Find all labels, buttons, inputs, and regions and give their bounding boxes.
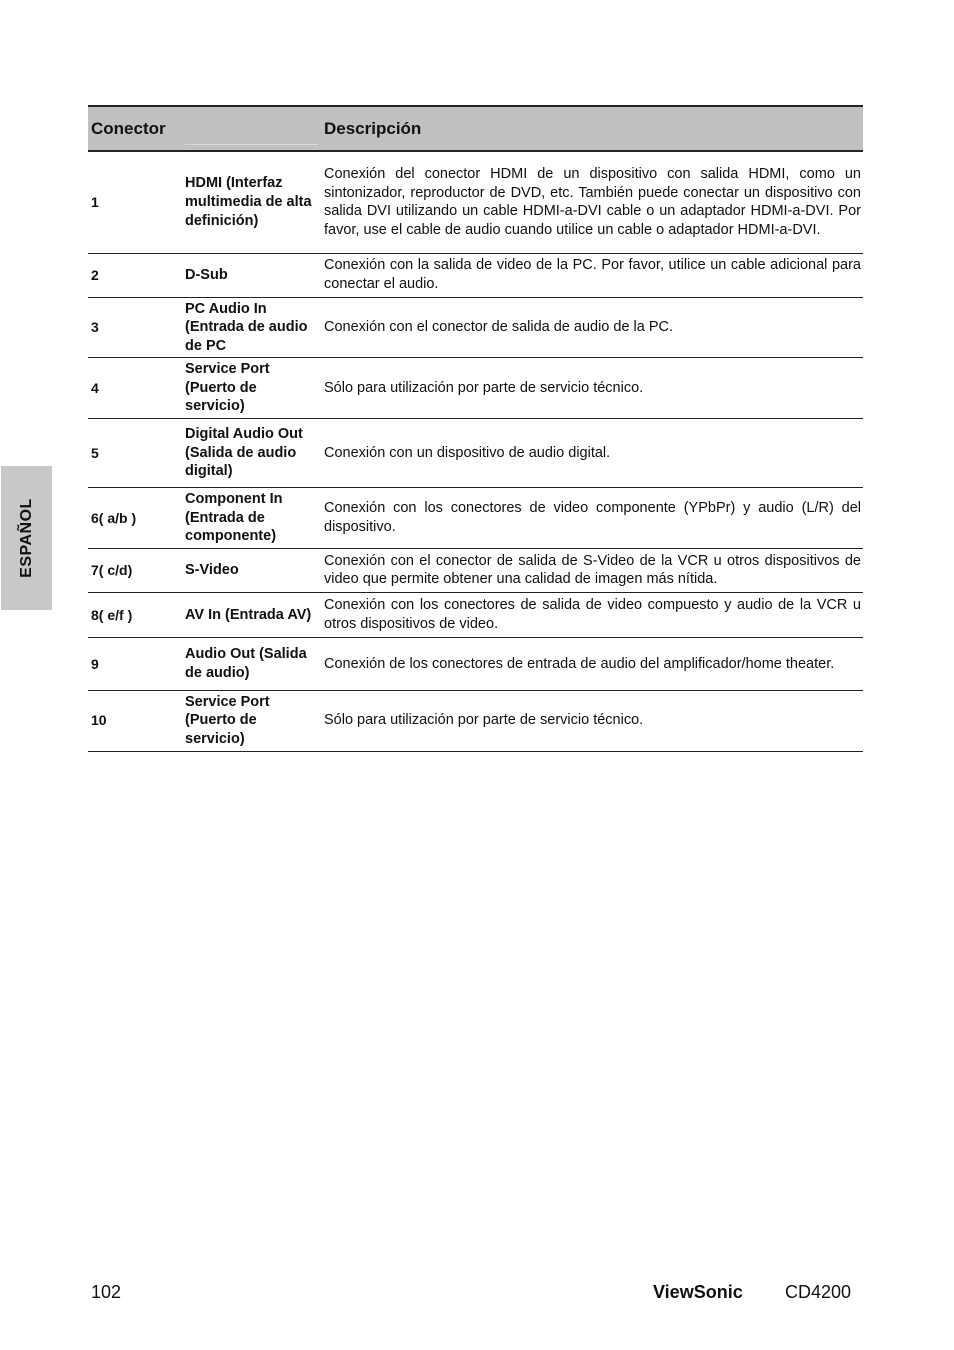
connector-name: PC Audio In (Entrada de audio de PC: [182, 297, 321, 358]
connector-description: Sólo para utilización por parte de servicio técnico.: [321, 358, 863, 419]
connector-name: Digital Audio Out (Salida de audio digital): [182, 419, 321, 488]
table-row: [88, 690, 863, 751]
connector-table: [88, 105, 863, 752]
table-row: [88, 548, 863, 592]
model-name: CD4200: [785, 1282, 852, 1302]
page-number: 102: [91, 1282, 122, 1302]
connector-name: HDMI (Interfaz multimedia de alta definición): [182, 151, 321, 253]
language-side-tab: [1, 466, 52, 610]
connector-number: 5: [88, 419, 182, 488]
connector-number: 2: [88, 253, 182, 297]
connector-description: Conexión de los conectores de entrada de audio del amplificador/home theater.: [321, 637, 863, 690]
connector-number: 7( c/d): [88, 548, 182, 592]
connector-number: 9: [88, 637, 182, 690]
connector-number: 1: [88, 151, 182, 253]
table-row: [88, 488, 863, 549]
connector-number: 3: [88, 297, 182, 358]
connector-number: 8( e/f ): [88, 592, 182, 637]
brand-name: ViewSonic: [653, 1282, 743, 1302]
header-connector: Conector: [88, 106, 182, 151]
connector-description: Conexión con un dispositivo de audio digital.: [321, 419, 863, 488]
connector-description: Sólo para utilización por parte de servicio técnico.: [321, 690, 863, 751]
connector-name: Audio Out (Salida de audio): [182, 637, 321, 690]
connector-description: Conexión con la salida de video de la PC. Por favor, utilice un cable adicional para conectar el audio.: [321, 253, 863, 297]
table-header-row: [88, 106, 863, 151]
table-row: [88, 253, 863, 297]
connector-name: D-Sub: [182, 253, 321, 297]
connector-name: Service Port (Puerto de servicio): [182, 690, 321, 751]
connector-description: Conexión con el conector de salida de audio de la PC.: [321, 297, 863, 358]
connector-name: S-Video: [182, 548, 321, 592]
table-row: [88, 151, 863, 253]
connector-number: 4: [88, 358, 182, 419]
table-row: [88, 637, 863, 690]
language-tab-label: ESPAÑOL: [17, 498, 35, 578]
table-row: [88, 419, 863, 488]
connector-number: 6( a/b ): [88, 488, 182, 549]
connector-description: Conexión del conector HDMI de un dispositivo con salida HDMI, como un sintonizador, reproductor de DVD, etc. También puede conectar un dispositivo con salida DVI utilizando un cable HDMI-a-DVI cable o un adaptador HDMI-a-DVI. Por favor, use el cable de audio cuando utilice un cable o adaptador HDMI-a-DVI.: [321, 151, 863, 253]
connector-name: Service Port (Puerto de servicio): [182, 358, 321, 419]
table-row: [88, 592, 863, 637]
connector-name: Component In (Entrada de componente): [182, 488, 321, 549]
connector-name: AV In (Entrada AV): [182, 592, 321, 637]
connector-description: Conexión con el conector de salida de S-Video de la VCR u otros dispositivos de video que permite obtener una calidad de imagen más nítida.: [321, 548, 863, 592]
header-blank: [182, 106, 321, 151]
connector-description: Conexión con los conectores de video componente (YPbPr) y audio (L/R) del dispositivo.: [321, 488, 863, 549]
header-description: Descripción: [321, 106, 863, 151]
table-row: [88, 358, 863, 419]
connector-number: 10: [88, 690, 182, 751]
connector-description: Conexión con los conectores de salida de video compuesto y audio de la VCR u otros dispositivos de video.: [321, 592, 863, 637]
table-row: [88, 297, 863, 358]
